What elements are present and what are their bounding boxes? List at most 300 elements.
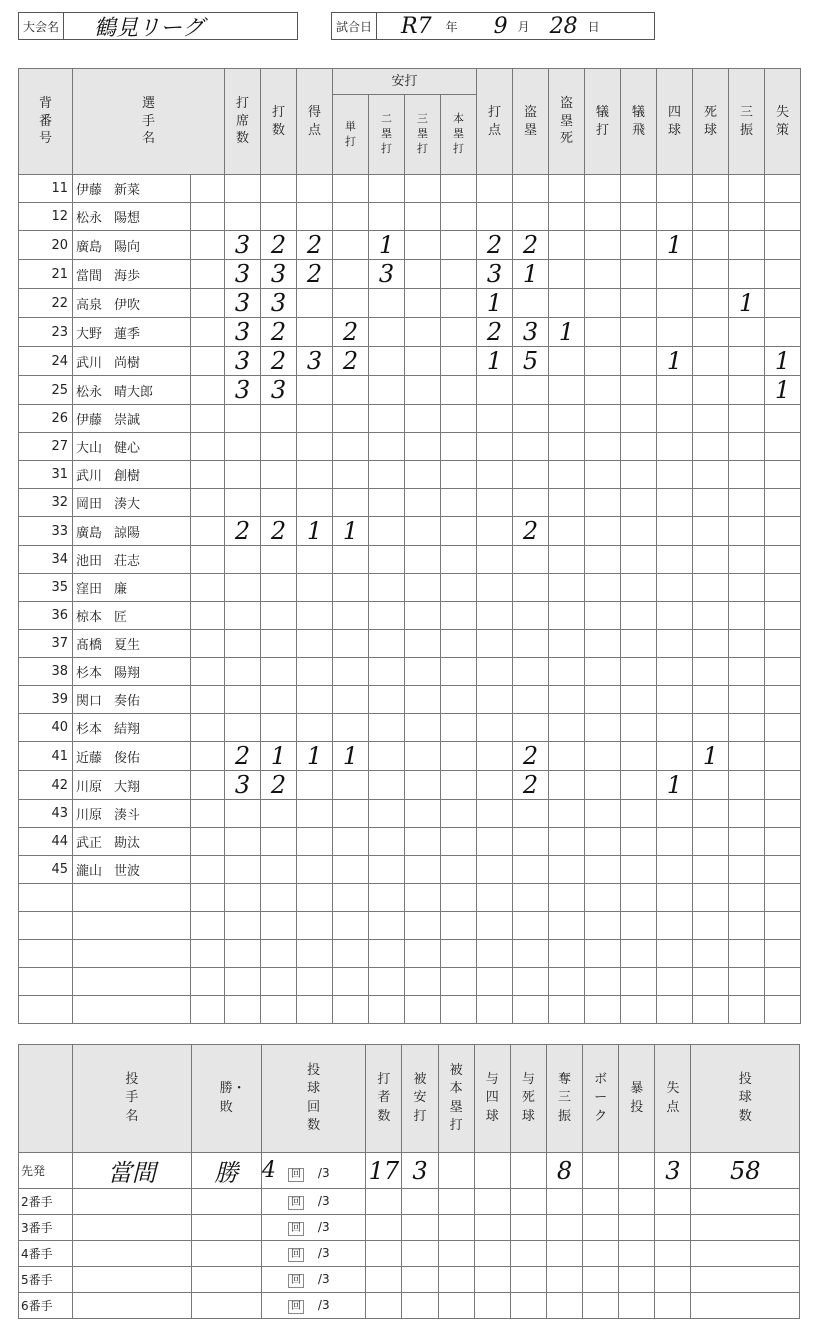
stat-cell-s1 [333,884,369,912]
stat-cell-s1 [333,828,369,856]
pitcher-name [73,1241,191,1267]
pstat-cell-ra [655,1189,691,1215]
player-given-name: 新菜 [114,183,141,198]
stat-cell-hr [441,546,477,574]
stat-cell-bb [657,546,693,574]
stat-cell-hbp [693,461,729,489]
spacer-cell [191,630,225,658]
header-so: 三振 [729,69,765,175]
pstat-cell-pc [691,1241,800,1267]
stat-cell-sac [585,714,621,742]
stat-cell-bb [657,940,693,968]
stat-cell-cs [549,574,585,602]
stat-cell-e [765,318,801,347]
stat-cell-cs [549,828,585,856]
stat-cell-so [729,405,765,433]
pheader-ha: 被安打 [402,1045,438,1153]
stat-cell-rbi [477,884,513,912]
stat-cell-e [765,630,801,658]
stat-cell-s3 [405,318,441,347]
player-number: 25 [19,376,73,405]
player-given-name: 崇誠 [114,413,141,428]
stat-cell-ab: 2 [261,231,297,260]
stat-cell-s1 [333,771,369,800]
player-name [73,260,191,289]
player-name [73,203,191,231]
stat-cell-sb [513,800,549,828]
stat-cell-sb [513,546,549,574]
stat-cell-s1 [333,405,369,433]
stat-cell-so [729,347,765,376]
stat-cell-sf [621,602,657,630]
table-row [19,912,815,940]
stat-cell-s3 [405,231,441,260]
stat-cell-pa: 3 [225,376,261,405]
pstat-cell-pc [691,1267,800,1293]
header-bb: 四球 [657,69,693,175]
table-row [19,546,815,574]
stat-cell-s3 [405,686,441,714]
spacer-cell [191,884,225,912]
stat-cell-pa [225,884,261,912]
pstat-cell-pc [691,1189,800,1215]
stat-cell-sb: 2 [513,231,549,260]
pitcher-name [73,1215,191,1241]
stat-cell-sf [621,630,657,658]
stat-cell-so [729,203,765,231]
stat-cell-pa [225,461,261,489]
batting-rows [19,175,815,1024]
spacer-cell [191,231,225,260]
pheader-blank [19,1045,73,1153]
header-number: 背番号 [19,69,73,175]
stat-cell-hbp [693,405,729,433]
stat-cell-bb [657,461,693,489]
stat-cell-s2 [369,461,405,489]
player-given-name: 海歩 [114,268,141,284]
player-name [73,856,191,884]
stat-cell-pa [225,968,261,996]
stat-cell-s2 [369,175,405,203]
player-family-name: 伊藤 [76,413,103,428]
stat-cell-bb [657,828,693,856]
header-player [73,69,225,175]
stat-cell-s1 [333,996,369,1024]
stat-cell-hbp [693,686,729,714]
stat-cell-s2 [369,376,405,405]
stat-cell-s3 [405,489,441,517]
stat-cell-s1 [333,856,369,884]
stat-cell-rbi: 2 [477,318,513,347]
stat-cell-hbp [693,968,729,996]
stat-cell-pa [225,714,261,742]
inning-unit: 回 [288,1300,304,1314]
stat-cell-s2 [369,405,405,433]
stat-cell-ab [261,405,297,433]
stat-cell-bb [657,884,693,912]
spacer-cell [191,800,225,828]
player-family-name: 川原 [76,808,103,823]
pstat-cell-pc [691,1293,800,1319]
player-name [73,714,191,742]
pstat-cell-hra [438,1293,474,1319]
stat-cell-pa: 3 [225,289,261,318]
date-day-unit: 日 [587,19,600,34]
pstat-cell-bf: 17 [366,1153,402,1189]
stat-cell-sb [513,658,549,686]
stat-cell-sf [621,376,657,405]
stat-cell-bb [657,856,693,884]
stat-cell-sac [585,996,621,1024]
stat-cell-ab: 1 [261,742,297,771]
stat-cell-cs [549,996,585,1024]
player-number [19,968,73,996]
stat-cell-bb: 1 [657,771,693,800]
stat-cell-hbp [693,175,729,203]
stat-cell-sac [585,742,621,771]
stat-cell-cs [549,856,585,884]
stat-cell-sac [585,289,621,318]
pstat-cell-ra [655,1215,691,1241]
stat-cell-e [765,686,801,714]
stat-cell-sac [585,203,621,231]
stat-cell-sb: 5 [513,347,549,376]
spacer-cell [191,546,225,574]
player-family-name: 窪田 [76,582,103,597]
stat-cell-sb: 2 [513,517,549,546]
player-given-name: 匠 [114,610,128,625]
stat-cell-sb [513,912,549,940]
table-row [19,318,815,347]
spacer-cell [191,376,225,405]
innings-thirds: /3 [317,1297,330,1312]
stat-cell-bb: 1 [657,231,693,260]
stat-cell-so [729,574,765,602]
stat-cell-sac [585,602,621,630]
stat-cell-so [729,968,765,996]
stat-cell-s1 [333,289,369,318]
stat-cell-r: 2 [297,260,333,289]
innings-thirds: /3 [317,1271,330,1286]
stat-cell-s3 [405,602,441,630]
stat-cell-ab [261,800,297,828]
stat-cell-rbi [477,405,513,433]
stat-cell-sb [513,405,549,433]
pstat-cell-so [546,1189,582,1215]
stat-cell-pa: 2 [225,742,261,771]
stat-cell-cs [549,800,585,828]
stat-cell-ab [261,658,297,686]
stat-cell-pa: 3 [225,260,261,289]
player-number [19,940,73,968]
date-month-unit: 月 [517,19,530,34]
pstat-cell-hbp [510,1153,546,1189]
stat-cell-s2 [369,602,405,630]
stat-cell-pa [225,800,261,828]
stat-cell-sf [621,968,657,996]
stat-cell-sf [621,175,657,203]
stat-cell-hr [441,433,477,461]
stat-cell-ab [261,630,297,658]
stat-cell-hr [441,489,477,517]
stat-cell-ab [261,912,297,940]
stat-cell-pa [225,489,261,517]
stat-cell-bb [657,260,693,289]
stat-cell-r [297,574,333,602]
spacer-cell [191,996,225,1024]
stat-cell-bb [657,968,693,996]
stat-cell-e [765,175,801,203]
stat-cell-bb [657,800,693,828]
stat-cell-rbi [477,489,513,517]
player-number [19,884,73,912]
stat-cell-r [297,856,333,884]
tournament-label: 大会名 [19,13,64,39]
stat-cell-hbp [693,856,729,884]
stat-cell-s1 [333,489,369,517]
stat-cell-rbi: 2 [477,231,513,260]
stat-cell-r [297,884,333,912]
stat-cell-e [765,996,801,1024]
pstat-cell-bb [474,1215,510,1241]
player-name [73,461,191,489]
stat-cell-s1 [333,630,369,658]
pstat-cell-bk [583,1241,619,1267]
stat-cell-rbi [477,940,513,968]
stat-cell-so [729,856,765,884]
player-family-name: 瀧山 [76,864,103,879]
pitcher-wl [191,1215,261,1241]
header-sf: 犠飛 [621,69,657,175]
stat-cell-hbp [693,912,729,940]
stat-cell-so [729,828,765,856]
player-number: 38 [19,658,73,686]
table-row [19,1215,800,1241]
stat-cell-s3 [405,347,441,376]
pstat-cell-bf [366,1241,402,1267]
pstat-cell-ra [655,1267,691,1293]
stat-cell-s3 [405,433,441,461]
pheader-pitcher-bot: 名 [125,1108,139,1124]
spacer-cell [191,318,225,347]
player-family-name: 高泉 [76,297,103,313]
stat-cell-sb [513,203,549,231]
stat-cell-bb [657,405,693,433]
player-given-name: 晴大郎 [114,384,154,400]
player-given-name: 陽翔 [114,666,141,681]
stat-cell-e [765,800,801,828]
table-row [19,1241,800,1267]
stat-cell-cs [549,912,585,940]
stat-cell-sf [621,203,657,231]
stat-cell-cs [549,433,585,461]
stat-cell-sac [585,260,621,289]
pheader-pitcher [73,1045,191,1153]
spacer-cell [191,742,225,771]
stat-cell-e [765,260,801,289]
pstat-cell-bk [583,1153,619,1189]
stat-cell-hbp [693,714,729,742]
header-double: 二塁打 [369,95,405,175]
stat-cell-s1 [333,175,369,203]
stat-cell-cs [549,461,585,489]
player-name [73,940,191,968]
pitcher-role: 6番手 [19,1293,73,1319]
player-family-name: 武川 [76,469,103,484]
stat-cell-ab [261,203,297,231]
stat-cell-cs [549,742,585,771]
date-box [331,12,655,40]
table-row [19,1267,800,1293]
player-family-name: 大山 [76,441,103,456]
pheader-bk: ボーク [583,1045,619,1153]
stat-cell-rbi [477,658,513,686]
table-row [19,433,815,461]
stat-cell-sb [513,856,549,884]
stat-cell-e [765,546,801,574]
pstat-cell-bf [366,1215,402,1241]
stat-cell-bb [657,630,693,658]
stat-cell-hr [441,800,477,828]
stat-cell-ab: 2 [261,347,297,376]
stat-cell-ab: 3 [261,376,297,405]
player-number: 27 [19,433,73,461]
table-row [19,231,815,260]
stat-cell-ab [261,828,297,856]
stat-cell-sac [585,968,621,996]
pstat-cell-hra [438,1241,474,1267]
stat-cell-ab [261,940,297,968]
pheader-hra: 被本塁打 [438,1045,474,1153]
stat-cell-bb [657,686,693,714]
stat-cell-hbp [693,489,729,517]
pstat-cell-hbp [510,1189,546,1215]
stat-cell-rbi [477,376,513,405]
stat-cell-s2 [369,996,405,1024]
stat-cell-rbi [477,828,513,856]
stat-cell-so [729,742,765,771]
stat-cell-r [297,376,333,405]
stat-cell-rbi [477,800,513,828]
stat-cell-s3 [405,461,441,489]
stat-cell-so [729,940,765,968]
stat-cell-rbi [477,546,513,574]
player-number: 31 [19,461,73,489]
stat-cell-sf [621,856,657,884]
stat-cell-r: 3 [297,347,333,376]
stat-cell-e [765,517,801,546]
player-number: 40 [19,714,73,742]
stat-cell-sf [621,658,657,686]
stat-cell-s2 [369,968,405,996]
stat-cell-s1: 1 [333,742,369,771]
stat-cell-pa [225,658,261,686]
table-row [19,940,815,968]
stat-cell-hbp [693,203,729,231]
stat-cell-e: 1 [765,376,801,405]
stat-cell-sb: 1 [513,260,549,289]
innings-thirds: /3 [317,1219,330,1234]
stat-cell-hr [441,630,477,658]
pstat-cell-bb [474,1153,510,1189]
pitcher-role: 4番手 [19,1241,73,1267]
stat-cell-sac [585,461,621,489]
stat-cell-e [765,658,801,686]
player-given-name: 夏生 [114,638,141,653]
table-row [19,884,815,912]
player-given-name: 尚樹 [114,355,141,371]
table-row [19,1293,800,1319]
stat-cell-s2: 3 [369,260,405,289]
stat-cell-s1: 2 [333,318,369,347]
stat-cell-cs [549,376,585,405]
stat-cell-bb [657,376,693,405]
stat-cell-ab [261,461,297,489]
stat-cell-so [729,658,765,686]
pstat-cell-wp [619,1293,655,1319]
table-row [19,714,815,742]
pstat-cell-ha [402,1267,438,1293]
stat-cell-hr [441,203,477,231]
pstat-cell-bk [583,1215,619,1241]
stat-cell-r [297,940,333,968]
player-number: 20 [19,231,73,260]
stat-cell-rbi [477,996,513,1024]
stat-cell-cs [549,686,585,714]
stat-cell-hbp [693,602,729,630]
stat-cell-sac [585,517,621,546]
pstat-cell-so [546,1267,582,1293]
stat-cell-hbp [693,574,729,602]
stat-cell-r [297,771,333,800]
stat-cell-rbi [477,714,513,742]
stat-cell-pa [225,602,261,630]
pstat-cell-hra [438,1189,474,1215]
stat-cell-s1 [333,433,369,461]
inning-unit: 回 [288,1274,304,1288]
stat-cell-r [297,714,333,742]
stat-cell-sac [585,771,621,800]
stat-cell-sf [621,686,657,714]
player-name [73,800,191,828]
stat-cell-bb [657,912,693,940]
player-number [19,912,73,940]
stat-cell-hr [441,260,477,289]
pstat-cell-bk [583,1267,619,1293]
stat-cell-r [297,203,333,231]
stat-cell-e [765,714,801,742]
stat-cell-ab [261,546,297,574]
pstat-cell-ha [402,1215,438,1241]
stat-cell-e [765,289,801,318]
stat-cell-s3 [405,856,441,884]
pstat-cell-bf [366,1267,402,1293]
player-family-name: 廣島 [76,525,103,541]
pstat-cell-ha [402,1189,438,1215]
stat-cell-e [765,405,801,433]
stat-cell-hr [441,912,477,940]
stat-cell-sb [513,686,549,714]
stat-cell-so [729,489,765,517]
stat-cell-hr [441,658,477,686]
stat-cell-hr [441,175,477,203]
table-row [19,489,815,517]
stat-cell-s1 [333,260,369,289]
stat-cell-s1 [333,376,369,405]
table-row [19,347,815,376]
player-number: 37 [19,630,73,658]
spacer-cell [191,828,225,856]
